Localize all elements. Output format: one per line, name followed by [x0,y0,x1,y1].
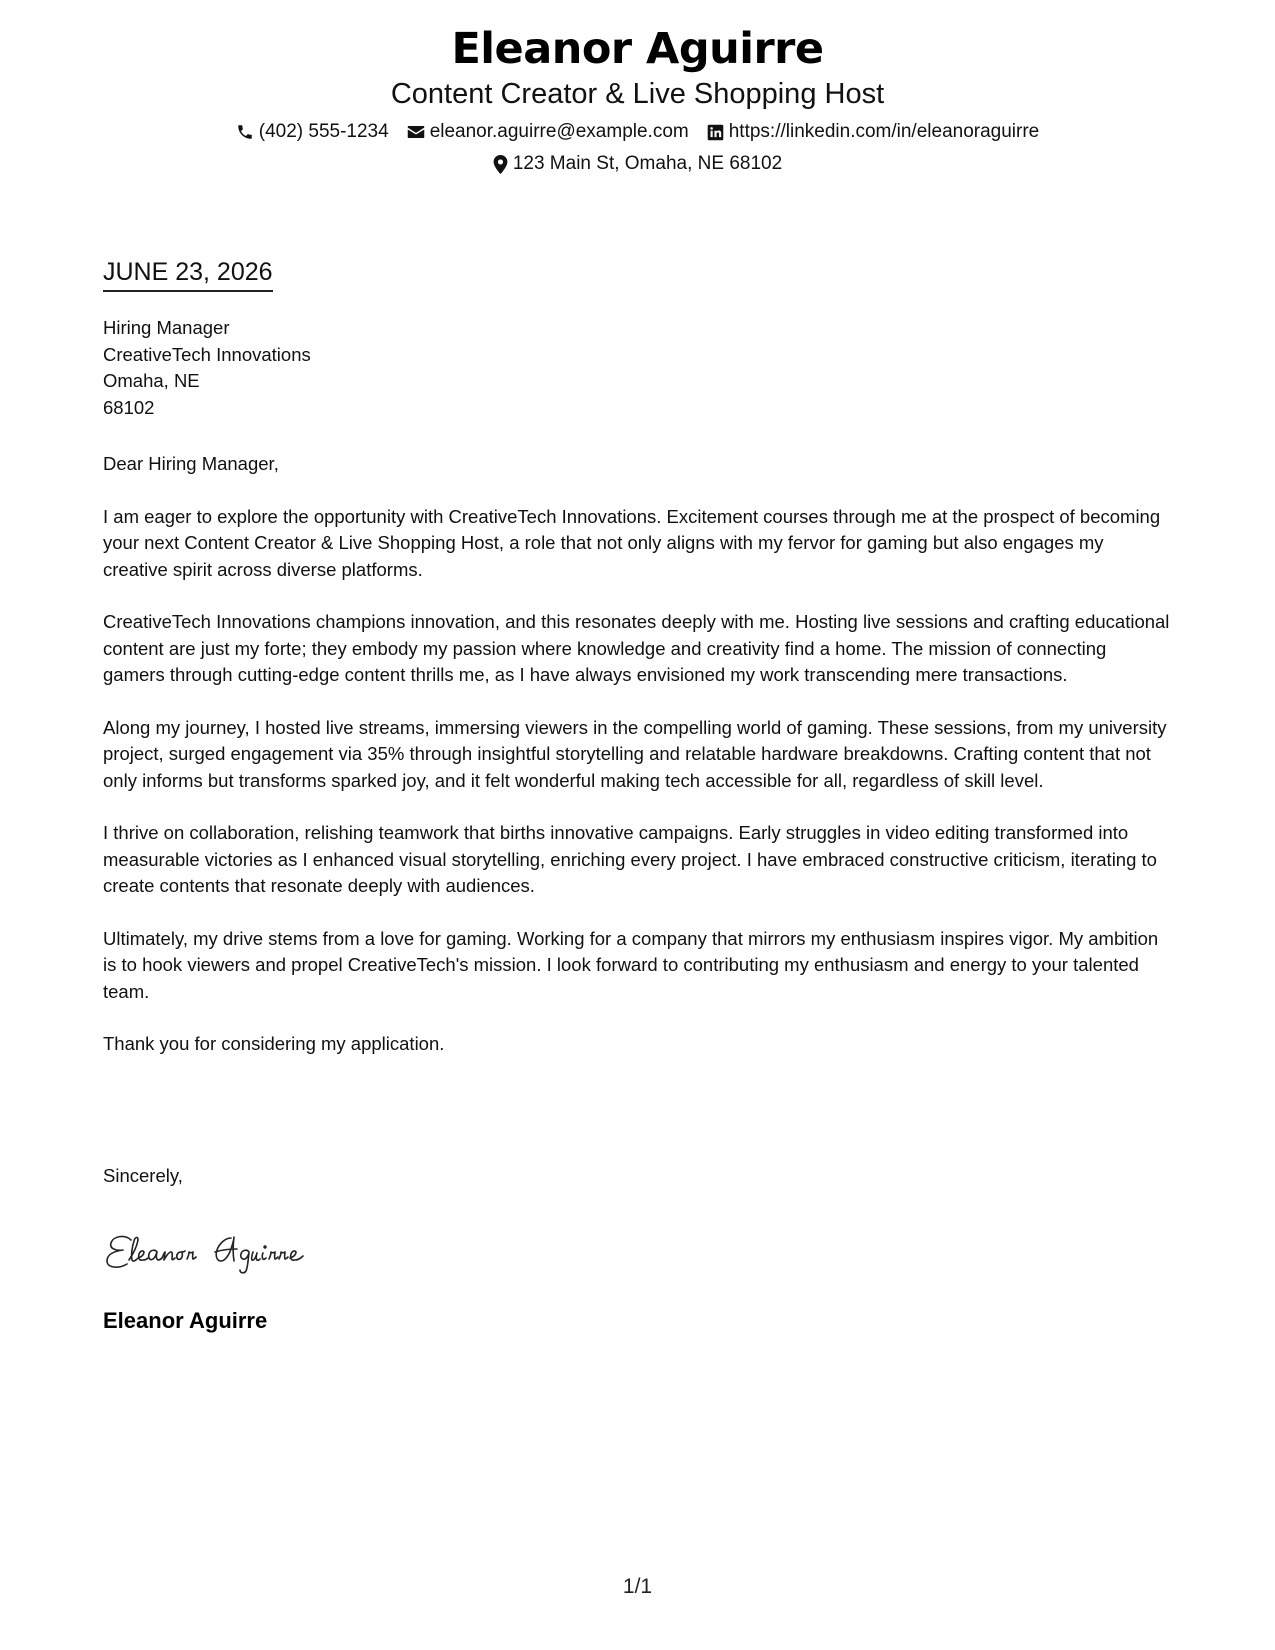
email-link[interactable]: eleanor.aguirre@example.com [429,121,689,142]
salutation: Dear Hiring Manager, [103,453,279,474]
phone-text: (402) 555-1234 [258,121,389,142]
letter-date: JUNE 23, 2026 [103,256,273,292]
body-paragraph: Thank you for considering my application. [103,1033,445,1054]
closing: Sincerely, [103,1165,183,1186]
recipient-block [103,315,311,421]
letter-body [103,451,1173,1084]
recipient-line: Hiring Manager [103,317,230,338]
signed-name: Eleanor Aguirre [103,1308,268,1333]
body-paragraph: Along my journey, I hosted live streams, immersing viewers in the compelling world of gaming. These sessions, from my university project, surged engagement via 35% through insightful storytelling and relatable hardware breakdowns. Crafting content that not only informs but transforms sparked joy, and it felt wonderful making tech accessible for all, regardless of skill level. [103,716,1167,791]
contact-phone [236,119,389,145]
recipient-line: CreativeTech Innovations [103,343,311,365]
envelope-icon [407,124,425,140]
applicant-name: Eleanor Aguirre [451,24,824,74]
contact-linkedin[interactable] [707,119,1040,145]
recipient-line: 68102 [103,396,155,418]
handwritten-signature [103,1220,373,1278]
linkedin-icon [707,124,724,141]
contact-address [493,151,782,177]
body-paragraph: I am eager to explore the opportunity with CreativeTech Innovations. Excitement courses through me at the prospect of becoming your next Content Creator & Live Shopping Host, a role that not only aligns with my fervor for gaming but also engages my creative spirit across diverse platforms. [103,505,1161,580]
map-pin-icon [493,155,508,174]
body-paragraph: I thrive on collaboration, relishing teamwork that births innovative campaigns. Early struggles in video editing transformed into measurable victories as I enhanced visual storytelling, enriching every project. I have embraced constructive criticism, iterating to create contents that resonate deeply with audiences. [103,822,1157,896]
body-paragraph: CreativeTech Innovations champions innovation, and this resonates deeply with me. Hosting live sessions and crafting educational content are just my forte; they embody my passion where knowledge and creativity find a home. The mission of connecting gamers through cutting-edge content thrills me, as I have always envisioned my work transcending mere transactions. [103,611,1170,685]
signature-image [103,1220,373,1278]
page-number: 1/1 [622,1575,653,1598]
address-row [0,151,1275,177]
body-paragraph: Ultimately, my drive stems from a love for gaming. Working for a company that mirrors my enthusiasm inspires vigor. My ambition is to hook viewers and propel CreativeTech's mission. I look forward to contributing my enthusiasm and energy to your talented team. [103,927,1159,1002]
address-text: 123 Main St, Omaha, NE 68102 [512,153,783,174]
linkedin-link[interactable]: https://linkedin.com/in/eleanoraguirre [728,121,1040,142]
phone-icon [236,123,254,141]
recipient-line: Omaha, NE [103,370,200,391]
applicant-title: Content Creator & Live Shopping Host [390,78,885,110]
contact-row [0,119,1275,145]
letter-header [0,22,1275,177]
contact-email[interactable] [407,119,689,145]
